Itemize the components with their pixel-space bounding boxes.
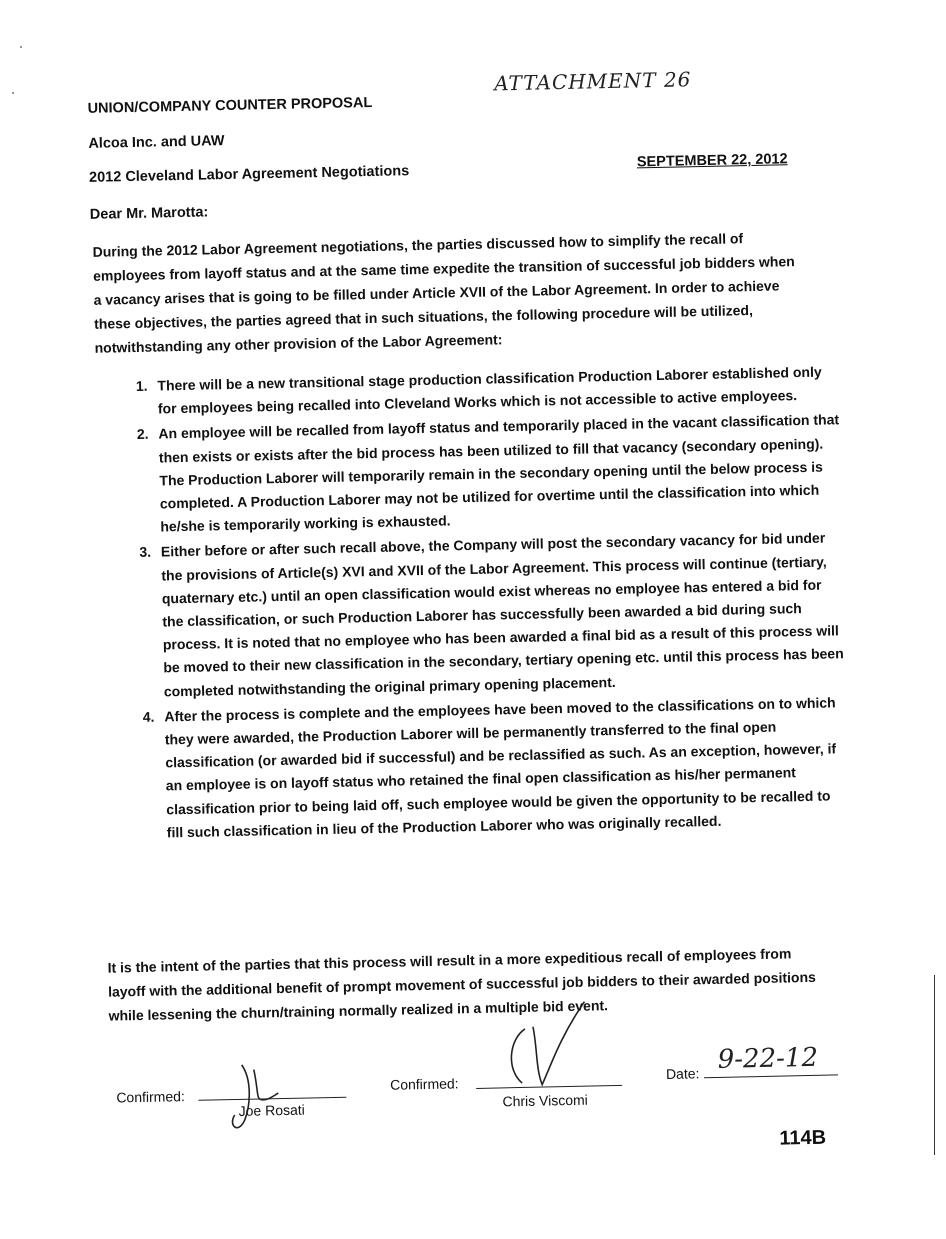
procedure-item: 3. Either before or after such recall above, the Company will post the secondary vacancy for bid under the provisions of Article(s) XVI and XVII of the Labor Agreement. This process will continue (tertiary, quaternary etc.) until an open classification would exist whereas no employee has entered a bid for the classification, or such Production Laborer has successfully been awarded a bid during such process. It is noted that no employee who has been awarded a final bid as a result of this process will be moved to their new classification in the secondary, tertiary opening etc. until this process has been completed notwithstanding the original primary opening placement. — [155, 527, 848, 704]
middle-signatory-name: Chris Viscomi — [502, 1091, 588, 1110]
negotiations-line: 2012 Cleveland Labor Agreement Negotiations — [88, 163, 410, 186]
document-date: SEPTEMBER 22, 2012 — [636, 151, 788, 171]
left-signature-mark — [222, 1059, 294, 1140]
procedure-item: 4. After the process is complete and the employees have been moved to the classifications on to which they were awarded, the Production Laborer will be permanently transferred to the final open classification (or awarded bid if successful) and be reclassified as such. As an exception, however, if an employee is on layoff status who retained the final open classification as his/her permanent classification prior to being laid off, such employee would be given the opportunity to be recalled to fill such classification in lieu of the Production Laborer who was originally recalled. — [158, 691, 851, 845]
procedure-list — [115, 360, 851, 847]
closing-paragraph: It is the intent of the parties that this process will result in a more expeditious recall of employees from layoff with the additional benefit of prompt movement of successful job bidders to their awarded positions while lessening the churn/training normally realized in a multiple bid event. — [107, 945, 816, 1024]
middle-signature-mark — [496, 998, 588, 1092]
handwritten-date: 9-22-12 — [717, 1042, 819, 1075]
parties-line: Alcoa Inc. and UAW — [88, 133, 225, 152]
left-confirmed-label: Confirmed: — [116, 1088, 185, 1106]
intro-paragraph: During the 2012 Labor Agreement negotiations, the parties discussed how to simplify the recall of employees from layoff status and at the same time expedite the transition of successful job bidders when a vacancy arises that is going to be filled under Article XVII of the Labor Agreement. In order to achieve these objectives, the parties agreed that in such situations, the following procedure will be utilized, notwithstanding any other provision of the Labor Agreement: — [92, 230, 795, 356]
document-number: 114B — [779, 1126, 827, 1150]
procedure-item: 1. There will be a new transitional stage production classification Production Laborer established only for employees being recalled into Cleveland Works which is not accessible to active employees. — [151, 360, 842, 421]
procedure-item: 2. An employee will be recalled from layoff status and temporarily placed in the vacant classification that then exists or exists after the bid process has been utilized to fill that vacancy (secondary opening). The Production Laborer will temporarily remain in the secondary opening until the below process is completed. A Production Laborer may not be utilized for overtime until the classification into which he/she is temporarily working is exhausted. — [152, 409, 844, 539]
date-label: Date: — [665, 1065, 700, 1082]
scan-edge-line — [934, 975, 935, 1155]
document-title: UNION/COMPANY COUNTER PROPOSAL — [87, 94, 373, 117]
date-signature-line — [704, 1074, 838, 1078]
left-signatory-name: Joe Rosati — [238, 1101, 305, 1119]
attachment-handwritten-note: ATTACHMENT 26 — [493, 67, 692, 96]
middle-confirmed-label: Confirmed: — [389, 1075, 459, 1093]
salutation: Dear Mr. Marotta: — [89, 204, 209, 223]
